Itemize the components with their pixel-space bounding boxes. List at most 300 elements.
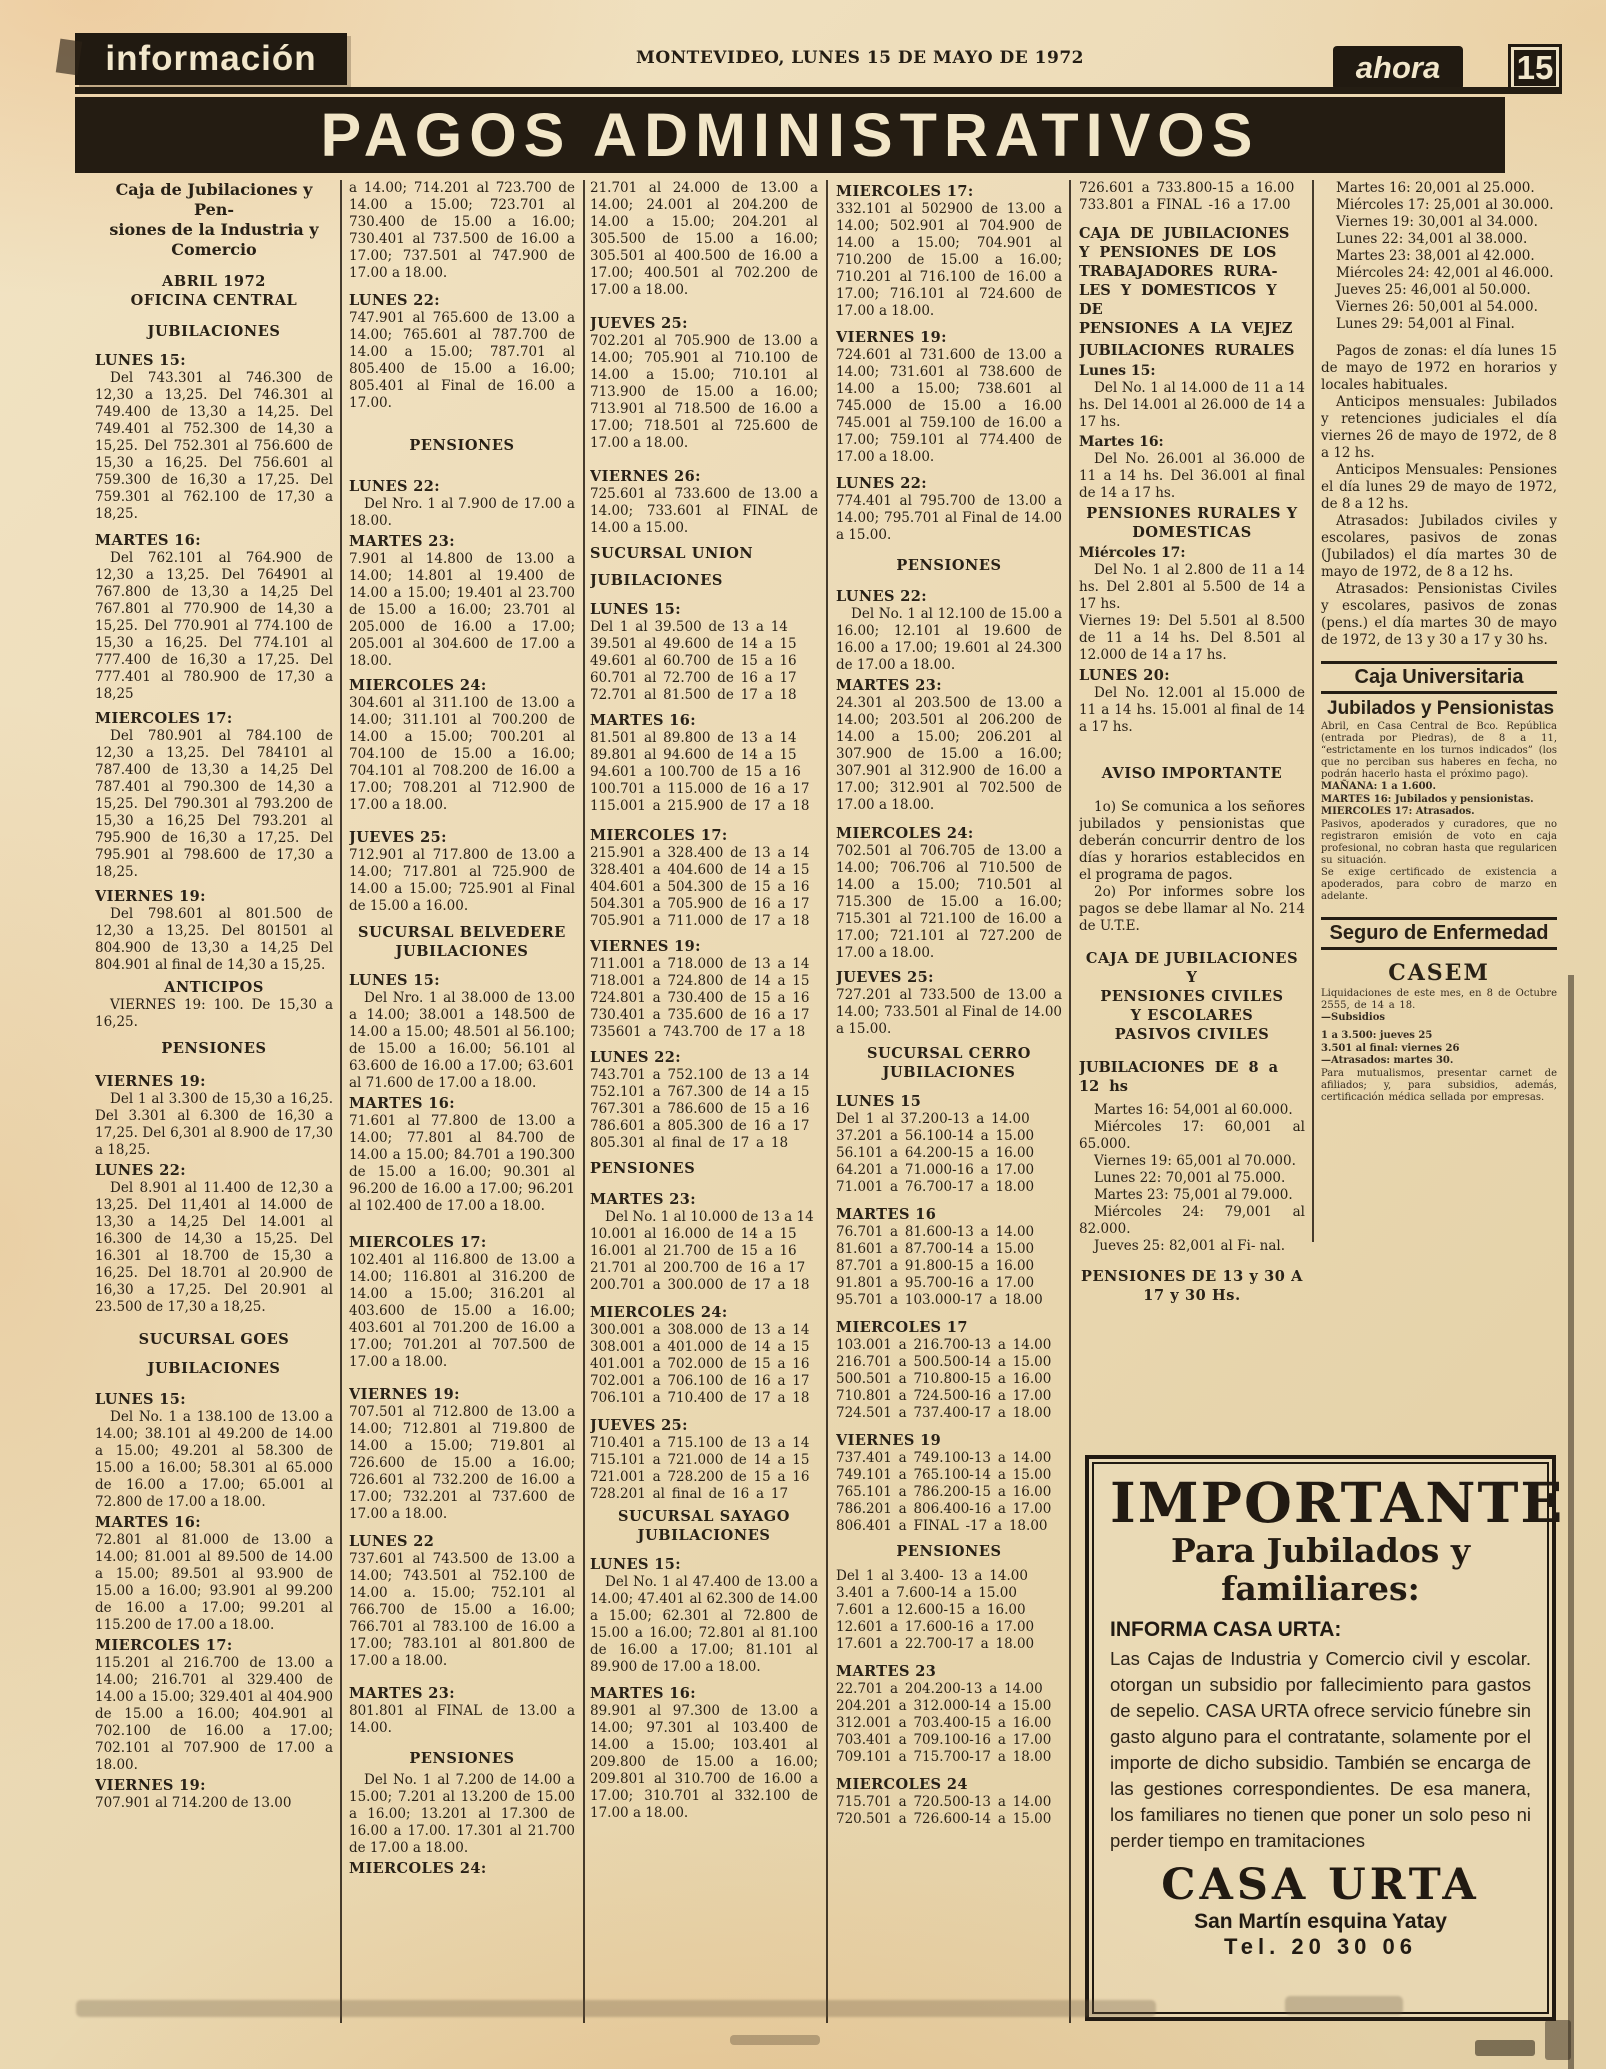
fine-print-line: MIERCOLES 17: Atrasados.	[1321, 806, 1475, 817]
agency-heading-line: TRABAJADORES RURA-	[1079, 263, 1278, 280]
day-heading: LUNES 22:	[836, 588, 928, 605]
schedule-paragraph: 724.601 al 731.600 de 13.00 a 14.00; 731.601 al 738.600 de 14.00 a 15.00; 738.601 al 745.000 de 15.00 a 16.00 745.001 al 759.100 de 16.00 a 17.00; 759.101 al 774.400 de 17.00 a 18.00.	[836, 347, 1062, 465]
day-heading: LUNES 20:	[1079, 667, 1171, 684]
schedule-paragraph: Miércoles 24: 79,001 al 82.000.	[1079, 1204, 1305, 1237]
spacer	[349, 915, 575, 923]
spacer	[836, 1082, 1062, 1090]
schedule-paragraph: Del 8.901 al 11.400 de 12,30 a 13,25. Del 11,401 al 14.000 de 13,30 a 14,25 Del 14.001 al 16.300 de 14,30 a 15,25. Del 16.301 al 18.700 de 15,30 a 16,25. Del 18.701 al 20.900 de 16,30 a 17,25. Del 20.901 al 23.500 de 17,30 a 18,25.	[95, 1180, 333, 1315]
schedule-line: 710.801 a 724.500-16 a 17.00	[836, 1388, 1052, 1404]
casem-title: CASEM	[1388, 959, 1490, 986]
spacer	[1079, 1044, 1305, 1058]
schedule-line: 56.101 a 64.200-15 a 16.00	[836, 1145, 1035, 1161]
day-heading: LUNES 22:	[836, 475, 928, 492]
day-heading: LUNES 22:	[590, 1049, 682, 1066]
spacer	[590, 1041, 818, 1046]
schedule-line: 735601 a 743.700 de 17 a 18	[590, 1024, 806, 1040]
schedule-paragraph: a 14.00; 714.201 al 723.700 de 14.00 a 15.00; 723.701 al 730.400 de 15.00 a 16.00; 730.401 al 737.500 de 16.00 a 17.00; 737.501 al 747.900 de 17.00 a 18.00.	[349, 180, 575, 281]
schedule-line: 786.601 a 805.300 de 16 a 17	[590, 1118, 810, 1134]
schedule-line: 215.901 a 328.400 de 13 a 14	[590, 845, 810, 861]
schedule-line: 404.601 a 504.300 de 15 a 16	[590, 879, 810, 895]
column-divider	[340, 180, 342, 2023]
spacer	[1321, 333, 1557, 343]
fine-print-line: MAÑANA: 1 a 1.600.	[1321, 781, 1436, 792]
agency-title-line: Comercio	[171, 240, 257, 259]
day-heading: MARTES 23	[836, 1663, 937, 1680]
schedule-paragraph: 702.501 al 706.705 de 13.00 a 14.00; 706.706 al 710.500 de 14.00 a 15.00; 710.501 al 715.300 de 15.00 a 16.00; 715.301 al 721.100 de 16.00 a 17.00; 721.101 al 727.200 de 17.00 a 18.00.	[836, 843, 1062, 961]
schedule-paragraph: 89.901 al 97.300 de 13.00 a 14.00; 97.301 al 103.400 de 14.00 a 15.00; 103.401 al 209.800 de 15.00 a 16.00; 209.801 al 310.700 de 16.00 a 17.00; 310.701 al 332.100 de 17.00 a 18.00.	[590, 1703, 818, 1821]
section-heading: ABRIL 1972	[162, 273, 266, 290]
section-heading: SUCURSAL CERRO	[866, 1045, 1032, 1062]
dateline: MONTEVIDEO, LUNES 15 DE MAYO DE 1972	[636, 48, 1084, 68]
spacer	[836, 1561, 1062, 1568]
schedule-line: Del 1 al 39.500 de 13 a 14	[590, 619, 788, 635]
day-heading: Lunes 15:	[1079, 363, 1156, 379]
day-heading: VIERNES 26:	[590, 468, 701, 485]
ad-subtitle-line2: familiares:	[1221, 1569, 1420, 1608]
masthead-logo: información	[75, 33, 347, 85]
schedule-paragraph: Del No. 1 al 7.200 de 14.00 a 15.00; 7.201 al 13.200 de 15.00 a 16.00; 13.201 al 17.300 de 16.00 a 17.00. 17.301 al 21.700 de 17.00 a 18.00.	[349, 1772, 575, 1856]
subsection-title: Jubilados y Pensionistas	[1327, 698, 1555, 719]
ad-inner-frame	[1092, 1462, 1565, 2014]
spacer	[1321, 649, 1557, 655]
schedule-line: Del 1 al 37.200-13 a 14.00	[836, 1111, 1030, 1127]
section-heading: PASIVOS CIVILES	[1114, 1026, 1270, 1043]
schedule-paragraph: Del 743.301 al 746.300 de 12,30 a 13,25. Del 746.301 al 749.400 de 13,30 a 14,25. Del 749.401 al 752.300 de 14,30 a 15,25. Del 752.301 al 756.600 de 15,30 a 16,25. Del 756.601 al 759.300 de 16,30 a 17,25. Del 759.301 al 762.100 de 17,30 a 18,25.	[95, 370, 333, 522]
day-heading: MIERCOLES 24:	[836, 825, 974, 842]
schedule-line: 703.401 a 709.100-16 a 17.00	[836, 1732, 1052, 1748]
schedule-line: 308.001 a 401.000 de 14 a 15	[590, 1339, 810, 1355]
schedule-paragraph: Del No. 1 al 47.400 de 13.00 a 14.00; 47.401 al 62.300 de 14.00 a 15.00; 62.301 al 72.800 de 15.00 a 16.00; 72.801 al 81.100 de 16.00 a 17.00; 81.101 al 89.900 de 17.00 a 18.00.	[590, 1574, 818, 1675]
section-heading: PENSIONES CIVILES	[1100, 988, 1284, 1005]
schedule-line: 72.701 al 81.500 de 17 a 18	[590, 687, 797, 703]
spacer	[95, 341, 333, 349]
agency-heading-line: Y PENSIONES DE LOS	[1079, 244, 1277, 261]
schedule-line: 806.401 a FINAL -17 a 18.00	[836, 1518, 1048, 1534]
page-number: 15	[1508, 44, 1562, 92]
day-heading: VIERNES 19	[836, 1432, 942, 1449]
spacer	[1079, 736, 1305, 764]
day-heading: MIERCOLES 24:	[590, 1304, 728, 1321]
spacer	[836, 320, 1062, 326]
spacer	[349, 1215, 575, 1231]
section-heading: SUCURSAL UNION	[590, 545, 754, 562]
spacer	[590, 1152, 818, 1159]
day-heading: MARTES 16:	[349, 1095, 455, 1112]
spacer	[349, 1737, 575, 1749]
day-heading: LUNES 22:	[95, 1162, 187, 1179]
schedule-line: 705.901 a 711.000 de 17 a 18	[590, 913, 810, 929]
schedule-paragraph: Pagos de zonas: el día lunes 15 de mayo de 1972 en horarios y locales habituales.	[1321, 343, 1557, 393]
spacer	[590, 299, 818, 312]
day-heading: LUNES 15:	[95, 352, 187, 369]
spacer	[836, 1653, 1062, 1660]
section-heading: OFICINA CENTRAL	[130, 292, 298, 309]
section-heading: DOMESTICAS	[1132, 524, 1252, 541]
schedule-line: 300.001 a 308.000 de 13 a 14	[590, 1322, 810, 1338]
schedule-line: 504.301 a 705.900 de 16 a 17	[590, 896, 810, 912]
schedule-line: 87.701 a 91.800-15 a 16.00	[836, 1258, 1035, 1274]
schedule-paragraph: Miércoles 17: 25,001 al 30.000.	[1336, 197, 1554, 213]
agency-title-line: Caja de Jubilaciones y Pen-	[115, 180, 313, 219]
schedule-paragraph: 727.201 al 733.500 de 13.00 a 14.00; 733.501 al Final de 14.00 a 15.00.	[836, 987, 1062, 1037]
spacer	[836, 544, 1062, 556]
day-heading: MARTES 23:	[836, 677, 942, 694]
day-heading: VIERNES 19:	[95, 1777, 206, 1794]
section-heading: PENSIONES	[896, 557, 1002, 574]
schedule-paragraph: Lunes 22: 34,001 al 38.000.	[1336, 231, 1528, 247]
schedule-paragraph: 72.801 al 81.000 de 13.00 a 14.00; 81.001 al 89.500 de 14.00 a 15.00; 89.501 al 93.900 de 15.00 a 16.00; 93.901 al 99.200 de 16.00 a 17.00; 99.201 al 115.200 de 17.00 a 18.00.	[95, 1532, 333, 1633]
day-heading: LUNES 15	[836, 1093, 922, 1110]
spacer	[95, 881, 333, 885]
spacer	[590, 1294, 818, 1301]
schedule-paragraph: Del No. 1 a 138.100 de 13.00 a 14.00; 38.101 al 49.200 de 14.00 a 15.00; 49.201 al 58.300 de 15.00 a 16.00; 58.301 al 65.000 de 16.00 a 17.00; 65.001 al 72.800 de 17.00 a 18.00.	[95, 1409, 333, 1510]
section-heading: PENSIONES	[409, 1750, 515, 1767]
column-3	[590, 180, 818, 2064]
schedule-line: 204.201 a 312.000-14 a 15.00	[836, 1698, 1052, 1714]
spacer	[590, 1545, 818, 1553]
spacer	[590, 1178, 818, 1188]
schedule-paragraph: Del No. 12.001 al 15.000 de 11 a 14 hs. 15.001 al final de 14 a 17 hs.	[1079, 685, 1305, 735]
schedule-paragraph: Atrasados: Pensionistas Civiles y escolares, pasivos de zonas (pens.) el día martes 30 de mayo de 1972, de 13 y 30 a 17 y 30 hs.	[1321, 581, 1557, 648]
ad-subtitle-line1: Para Jubilados y	[1170, 1531, 1471, 1570]
schedule-line: Del 1 al 3.400- 13 a 14.00	[836, 1568, 1028, 1584]
day-heading: LUNES 15:	[590, 601, 682, 618]
day-heading: MIERCOLES 17:	[836, 183, 974, 200]
schedule-paragraph: Martes 16: 20,001 al 25.000.	[1336, 180, 1535, 196]
schedule-paragraph: 707.501 al 712.800 de 13.00 a 14.00; 712.801 al 719.800 de 14.00 a 15.00; 719.801 al 726.600 de 15.00 a 16.00; 726.601 al 732.200 de 16.00 a 17.00; 732.201 al 737.600 de 17.00 a 18.00.	[349, 1404, 575, 1522]
schedule-line: 89.801 al 94.600 de 14 a 15	[590, 747, 797, 763]
schedule-line: 706.101 a 710.400 de 17 a 18	[590, 1390, 810, 1406]
ad-title: IMPORTANTE	[1110, 1470, 1565, 1535]
schedule-paragraph: 115.201 al 216.700 de 13.00 a 14.00; 216.701 al 329.400 de 14.00 a 15.00; 329.401 al 404.900 de 15.00 a 16.00; 404.901 al 702.100 de 16.00 a 17.00; 702.101 al 707.900 de 17.00 a 18.00.	[95, 1655, 333, 1773]
day-heading: LUNES 15:	[95, 1391, 187, 1408]
schedule-paragraph: Atrasados: Jubilados civiles y escolares, pasivos de zonas (Jubilados) el día martes 30 de mayo de 1972, de 8 a 12 hs.	[1321, 513, 1557, 580]
schedule-paragraph: Del No. 1 al 12.100 de 15.00 a 16.00; 12.101 al 19.600 de 16.00 a 17.00; 19.601 al 24.300 de 17.00 a 18.00.	[836, 606, 1062, 673]
day-heading: Martes 16:	[1079, 434, 1164, 450]
section-heading: JUBILACIONES	[147, 323, 281, 340]
scan-mark	[1545, 2020, 1571, 2060]
schedule-line: 76.701 a 81.600-13 a 14.00	[836, 1224, 1035, 1240]
schedule-line: 715.101 a 721.000 de 14 a 15	[590, 1452, 810, 1468]
schedule-paragraph: 24.301 al 203.500 de 13.00 a 14.00; 203.501 al 206.200 de 14.00 a 15.00; 206.201 al 307.900 de 15.00 a 16.00; 307.901 al 312.900 de 16.00 a 17.00; 312.901 al 702.500 de 17.00 a 18.00.	[836, 695, 1062, 813]
schedule-paragraph: Miércoles 17: 60,001 al 65.000.	[1079, 1119, 1305, 1152]
schedule-line: 94.601 a 100.700 de 15 a 16	[590, 764, 801, 780]
day-heading: JUEVES 25:	[349, 829, 447, 846]
schedule-paragraph: Miércoles 24: 42,001 al 46.000.	[1336, 265, 1554, 281]
schedule-line: 39.501 al 49.600 de 14 a 15	[590, 636, 797, 652]
section-heading: PENSIONES	[896, 1543, 1002, 1560]
day-heading: LUNES 22	[349, 1533, 435, 1550]
schedule-paragraph: 1o) Se comunica a los señores jubilados y pensionistas que deberán concurrir dentro de los días y horarios establecidos en el programa de pagos.	[1079, 799, 1305, 883]
schedule-paragraph: 71.601 al 77.800 de 13.00 a 14.00; 77.801 al 84.700 de 14.00 a 15.00; 84.701 a 190.300 de 15.00 a 16.00; 90.301 al 96.200 de 16.00 a 17.00; 96.201 al 102.400 de 17.00 a 18.00.	[349, 1113, 575, 1214]
spacer	[95, 310, 333, 322]
agency-heading-line: LES Y DOMESTICOS Y DE	[1079, 282, 1277, 318]
agency-title-line: siones de la Industria y	[109, 220, 319, 239]
spacer	[1079, 935, 1305, 949]
spacer	[95, 1316, 333, 1330]
fine-print: Para mutualismos, presentar carnet de afiliados; y, para subsidios, además, certificación médica sellada por empresas.	[1321, 1067, 1557, 1103]
schedule-paragraph: 774.401 al 795.700 de 13.00 a 14.00; 795.701 al Final de 14.00 a 15.00.	[836, 493, 1062, 543]
day-heading: MARTES 16:	[95, 1514, 201, 1531]
schedule-paragraph: Del Nro. 1 al 7.900 de 17.00 a 18.00.	[349, 496, 575, 529]
schedule-line: 715.701 a 720.500-13 a 14.00	[836, 1794, 1052, 1810]
day-heading: VIERNES 19:	[95, 1073, 206, 1090]
day-heading: VIERNES 19:	[836, 329, 947, 346]
schedule-line: 743.701 a 752.100 de 13 a 14	[590, 1067, 810, 1083]
spacer	[590, 590, 818, 598]
schedule-line: 216.701 a 500.500-14 a 15.00	[836, 1354, 1052, 1370]
spacer	[836, 466, 1062, 472]
spacer	[349, 412, 575, 436]
spacer	[95, 260, 333, 272]
day-heading: LUNES 15:	[590, 1556, 682, 1573]
schedule-line: 12.601 a 17.600-16 a 17.00	[836, 1619, 1035, 1635]
schedule-paragraph: Viernes 19: 30,001 al 34.000.	[1336, 214, 1538, 230]
day-heading: MIERCOLES 17:	[590, 827, 728, 844]
page-headline-banner: PAGOS ADMINISTRATIVOS	[75, 97, 1505, 173]
schedule-line: 709.101 a 715.700-17 a 18.00	[836, 1749, 1052, 1765]
schedule-line: 720.501 a 726.600-14 a 15.00	[836, 1811, 1052, 1827]
schedule-line: 21.701 al 200.700 de 16 a 17	[590, 1260, 806, 1276]
section-heading: SUCURSAL BELVEDERE	[358, 924, 566, 941]
schedule-paragraph: 304.601 al 311.100 de 13.00 a 14.00; 311.101 al 700.200 de 14.00 a 15.00; 700.201 al 704.100 de 15.00 a 16.00; 704.101 al 708.200 de 16.00 a 17.00; 708.201 al 712.900 de 17.00 a 18.00.	[349, 695, 575, 813]
schedule-line: 100.701 a 115.000 de 16 a 17	[590, 781, 810, 797]
schedule-line: 81.501 al 89.800 de 13 a 14	[590, 730, 797, 746]
fine-print: Abril, en Casa Central de Bco. República (entrada por Piedras), de 8 a 11, “estrictamente en los turnos indicados” (los que no perciban sus haberes en fecha, no podrán hacerlo hasta el próximo pago).	[1321, 721, 1557, 780]
section-heading: JUBILACIONES	[882, 1064, 1016, 1081]
ad-address: San Martín esquina Yatay	[1194, 1910, 1447, 1933]
day-heading: LUNES 15:	[349, 972, 441, 989]
schedule-paragraph: 737.601 al 743.500 de 13.00 a 14.00; 743.501 al 752.100 de 14.00 a. 15.00; 752.101 al 766.700 de 15.00 a 16.00; 766.701 al 783.100 de 16.00 a 17.00; 783.101 al 801.800 de 17.00 a 18.00.	[349, 1551, 575, 1669]
schedule-paragraph: 747.901 al 765.600 de 13.00 a 14.00; 765.601 al 787.700 de 14.00 a 15.00; 787.701 al 805.400 de 15.00 a 16.00; 805.401 al Final de 16.00 a 17.00.	[349, 310, 575, 411]
spacer	[95, 1058, 333, 1070]
column-1	[95, 180, 333, 2064]
scan-smudge	[1285, 1996, 1403, 2015]
schedule-line: 49.601 al 60.700 de 15 a 16	[590, 653, 797, 669]
masthead-rule	[75, 87, 1562, 94]
spacer	[590, 704, 818, 709]
schedule-paragraph: VIERNES 19: 100. De 15,30 a 16,25.	[95, 997, 333, 1030]
schedule-line: 724.801 a 730.400 de 15 a 16	[590, 990, 810, 1006]
schedule-line: 401.001 a 702.000 de 15 a 16	[590, 1356, 810, 1372]
schedule-paragraph: Martes 23: 38,001 al 42.000.	[1336, 248, 1535, 264]
ad-brand-name: CASA URTA	[1161, 1860, 1480, 1910]
schedule-paragraph: Del 1 al 3.300 de 15,30 a 16,25. Del 3.301 al 6.300 de 16,30 a 17,25. Del 6,301 al 8.900 de 17,30 a 18,25.	[95, 1091, 333, 1158]
section-heading: PENSIONES	[161, 1040, 267, 1057]
section-heading: SUCURSAL SAYAGO	[617, 1508, 790, 1525]
day-heading: LUNES 22:	[349, 292, 441, 309]
agency-heading-line: PENSIONES A LA VEJEZ	[1079, 320, 1293, 337]
schedule-line: 60.701 al 72.700 de 16 a 17	[590, 670, 797, 686]
schedule-line: 786.201 a 806.400-16 a 17.00	[836, 1501, 1052, 1517]
spacer	[1321, 903, 1557, 911]
spacer	[836, 1422, 1062, 1429]
schedule-line: 10.001 al 16.000 de 14 a 15	[590, 1226, 797, 1242]
schedule-line: 71.001 a 76.700-17 a 18.00	[836, 1179, 1035, 1195]
spacer	[590, 930, 818, 935]
schedule-line: 81.601 a 87.700-14 a 15.00	[836, 1241, 1035, 1257]
schedule-paragraph: 702.201 al 705.900 de 13.00 a 14.00; 705.901 al 710.100 de 14.00 a 15.00; 710.101 al 713.900 de 15.00 a 16.00; 713.901 al 718.500 de 16.00 a 17.00; 718.501 al 725.600 de 17.00 a 18.00.	[590, 333, 818, 451]
spacer	[1079, 783, 1305, 799]
day-heading: VIERNES 19:	[95, 888, 206, 905]
schedule-paragraph: Viernes 26: 50,001 al 54.000.	[1336, 299, 1538, 315]
schedule-line: 737.401 a 749.100-13 a 14.00	[836, 1450, 1052, 1466]
schedule-paragraph: Anticipos mensuales: Jubilados y retenciones judiciales el día viernes 26 de mayo de 1972, de 8 a 12 hs.	[1321, 394, 1557, 461]
day-heading: Miércoles 17:	[1079, 545, 1186, 561]
spacer	[349, 1371, 575, 1383]
fine-print-line: —Subsidios	[1321, 1011, 1386, 1023]
schedule-paragraph: Jueves 25: 82,001 al Fi- nal.	[1094, 1238, 1286, 1254]
schedule-line: 726.601 a 733.800-15 a 16.00	[1079, 180, 1295, 196]
spacer	[836, 1535, 1062, 1542]
schedule-paragraph: 102.401 al 116.800 de 13.00 a 14.00; 116.801 al 316.200 de 14.00 a 15.00; 316.201 al 403.600 de 15.00 a 16.00; 403.601 al 701.200 de 16.00 a 17.00; 701.201 al 707.500 de 17.00 a 18.00.	[349, 1252, 575, 1370]
section-heading: JUBILACIONES	[395, 943, 529, 960]
section-heading: PENSIONES DE 13 y 30 A	[1081, 1268, 1303, 1285]
section-heading: PENSIONES	[409, 437, 515, 454]
day-heading: MIERCOLES 17	[836, 1319, 968, 1336]
masthead-brand-right: ahora	[1333, 46, 1463, 90]
section-heading: Y ESCOLARES	[1130, 1007, 1254, 1024]
schedule-line: 765.101 a 786.200-15 a 16.00	[836, 1484, 1052, 1500]
schedule-line: 733.801 a FINAL -16 a 17.00	[1079, 197, 1291, 213]
section-heading: SUCURSAL GOES	[138, 1331, 290, 1348]
agency-heading-line: JUBILACIONES RURALES	[1079, 342, 1295, 359]
day-heading: JUEVES 25:	[590, 315, 688, 332]
spacer	[349, 670, 575, 674]
fine-print-line: 3.501 al final: viernes 26	[1321, 1042, 1460, 1054]
spacer	[836, 575, 1062, 585]
day-heading: MIERCOLES 17:	[95, 710, 233, 727]
spacer	[349, 1523, 575, 1530]
day-heading: MIERCOLES 24	[836, 1776, 968, 1793]
spacer	[590, 537, 818, 544]
schedule-line: 95.701 a 103.000-17 a 18.00	[836, 1292, 1043, 1308]
fine-print: Pasivos, apoderados y curadores, que no registraron emisión de voto en caja profesional, no cobran hasta que regularicen su situación.	[1321, 818, 1557, 866]
schedule-paragraph: 21.701 al 24.000 de 13.00 a 14.00; 24.001 al 204.200 de 14.00 a 15.00; 204.201 al 305.500 de 15.00 a 16.00; 305.501 al 400.500 de 16.00 a 17.00; 400.501 al 702.200 de 17.00 a 18.00.	[590, 180, 818, 298]
scan-mark	[1475, 2040, 1535, 2056]
schedule-line: 312.001 a 703.400-15 a 16.00	[836, 1715, 1052, 1731]
day-heading: MARTES 16:	[95, 532, 201, 549]
column-divider	[1069, 180, 1071, 2023]
schedule-line: 7.601 a 12.600-15 a 16.00	[836, 1602, 1026, 1618]
spacer	[95, 1378, 333, 1388]
schedule-paragraph: Del Nro. 1 al 38.000 de 13.00 a 14.00; 38.001 a 148.500 de 14.00 a 15.00; 48.501 al 56.100; de 15.00 a 16.00; 56.101 al 63.600 de 16.00 a 17.00; 63.601 al 71.600 de 17.00 a 18.00.	[349, 990, 575, 1091]
agency-heading-line: CAJA DE JUBILACIONES	[1079, 225, 1290, 242]
day-heading: MARTES 23:	[590, 1191, 696, 1208]
spacer	[95, 703, 333, 707]
day-heading: MARTES 16:	[590, 1685, 696, 1702]
schedule-line: 328.401 a 404.600 de 14 a 15	[590, 862, 810, 878]
schedule-paragraph: Viernes 19: 65,001 al 70.000.	[1094, 1153, 1296, 1169]
day-heading: MARTES 16:	[590, 712, 696, 729]
schedule-paragraph: Lunes 29: 54,001 al Final.	[1336, 316, 1515, 332]
day-heading: MARTES 23:	[349, 1685, 455, 1702]
schedule-line: 702.001 a 706.100 de 16 a 17	[590, 1373, 810, 1389]
spacer	[590, 815, 818, 824]
schedule-line: 16.001 al 21.700 de 15 a 16	[590, 1243, 797, 1259]
day-heading: MARTES 23:	[349, 533, 455, 550]
schedule-line: 752.101 a 767.300 de 14 a 15	[590, 1084, 810, 1100]
schedule-line: 22.701 a 204.200-13 a 14.00	[836, 1681, 1043, 1697]
schedule-paragraph: 332.101 al 502900 de 13.00 a 14.00; 502.901 al 704.900 de 14.00 a 15.00; 704.901 al 710.200 de 15.00 a 16.00; 710.201 al 716.100 de 16.00 a 17.00; 716.101 al 724.600 de 17.00 a 18.00.	[836, 201, 1062, 319]
schedule-paragraph: 707.901 al 714.200 de 13.00	[95, 1795, 292, 1811]
schedule-paragraph: Viernes 19: Del 5.501 al 8.500 de 11 a 14 hs. Del 8.501 al 12.000 de 14 a 17 hs.	[1079, 613, 1305, 663]
schedule-paragraph: Del 780.901 al 784.100 de 12,30 a 13,25. Del 784101 al 787.400 de 13,30 a 14,25 Del 787.401 al 790.300 de 14,30 a 15,25. Del 790.301 al 793.200 de 15,30 a 16,25 Del 793.201 al 795.900 de 16,30 a 17,25. Del 795.901 al 798.600 de 17,30 a 18,25.	[95, 728, 333, 880]
schedule-paragraph: Del 762.101 al 764.900 de 12,30 a 13,25. Del 764901 al 767.800 de 13,30 a 14,25 Del 767.801 al 770.900 de 14,30 a 15,25. Del 770.901 al 774.100 de 15,30 a 16,25. Del 774.101 al 777.400 de 16,30 a 17,25. Del 777.401 al 780.900 de 17,30 a 18,25	[95, 550, 333, 702]
column-4	[836, 180, 1062, 2064]
schedule-line: 500.501 a 710.800-15 a 16.00	[836, 1371, 1052, 1387]
section-heading: PENSIONES	[590, 1160, 696, 1177]
day-heading: JUEVES 25:	[590, 1417, 688, 1434]
section-heading: PENSIONES RURALES Y	[1086, 505, 1298, 522]
agency-heading-line: JUBILACIONES DE 8 a 12 hs	[1079, 1059, 1278, 1095]
schedule-line: 115.001 a 215.900 de 17 a 18	[590, 798, 810, 814]
section-heading: 17 y 30 Hs.	[1143, 1287, 1241, 1304]
schedule-paragraph: 2o) Por informes sobre los pagos se debe llamar al No. 214 de U.T.E.	[1079, 884, 1305, 934]
schedule-paragraph: 712.901 al 717.800 de 13.00 a 14.00; 717.801 al 725.900 de 14.00 a 15.00; 725.901 al Final de 15.00 a 16.00.	[349, 847, 575, 914]
ad-body-text: Las Cajas de Industria y Comercio civil y escolar. otorgan un subsidio por fallecimiento para gastos de sepelio. CASA URTA ofrece servicio fúnebre sin gasto alguno para el contratante, solamente por el importe de dicho subsidio. También se encarga de las gestiones correspondientes. De esa manera, los familiares no tienen que poner un solo peso ni perder tiempo en tramitaciones	[1110, 1648, 1531, 1851]
schedule-paragraph: 7.901 al 14.800 de 13.00 a 14.00; 14.801 al 19.400 de 14.00 a 15.00; 19.401 al 23.700 de 15.00 a 16.00; 23.701 al 205.000 de 16.00 a 17.00; 205.001 al 304.600 de 17.00 a 18.00.	[349, 551, 575, 669]
ad-phone: Tel. 20 30 06	[1223, 1934, 1417, 1959]
section-heading: AVISO IMPORTANTE	[1101, 765, 1283, 782]
spacer	[1079, 214, 1305, 224]
day-heading: VIERNES 19:	[349, 1386, 460, 1403]
schedule-line: 721.001 a 728.200 de 15 a 16	[590, 1469, 810, 1485]
spacer	[590, 563, 818, 571]
fine-print: Se exige certificado de existencia a apoderados, para cobro de marzo en adelante.	[1321, 866, 1557, 902]
schedule-line: 37.201 a 56.100-14 a 15.00	[836, 1128, 1035, 1144]
schedule-paragraph: Del No. 1 al 14.000 de 11 a 14 hs. Del 14.001 al 26.000 de 14 a 17 hs.	[1079, 380, 1305, 430]
scan-line	[1568, 975, 1574, 2069]
schedule-line: 749.101 a 765.100-14 a 15.00	[836, 1467, 1052, 1483]
fine-print-line: MARTES 16: Jubilados y pensionistas.	[1321, 793, 1534, 805]
boxed-section-header: Caja Universitaria	[1321, 661, 1557, 694]
schedule-paragraph: 801.801 al FINAL de 13.00 a 14.00.	[349, 1703, 575, 1736]
fine-print-line: 1 a 3.500: jueves 25	[1321, 1030, 1433, 1041]
ad-informa-heading: INFORMA CASA URTA:	[1110, 1618, 1342, 1641]
schedule-line: 767.301 a 786.600 de 15 a 16	[590, 1101, 810, 1117]
section-heading: JUBILACIONES	[590, 572, 723, 589]
spacer	[95, 523, 333, 529]
column-6	[1321, 180, 1557, 1460]
spacer	[349, 961, 575, 969]
day-heading: JUEVES 25:	[836, 969, 934, 986]
schedule-line: 711.001 a 718.000 de 13 a 14	[590, 956, 810, 972]
boxed-section-header: Seguro de Enfermedad	[1321, 917, 1557, 950]
day-heading: MARTES 16	[836, 1206, 937, 1223]
schedule-paragraph: Del No. 26.001 al 36.000 de 11 a 14 hs. Del 36.001 al final de 14 a 17 hs.	[1079, 451, 1305, 501]
spacer	[836, 962, 1062, 966]
section-heading: JUBILACIONES	[637, 1527, 771, 1544]
spacer	[349, 1670, 575, 1682]
day-heading: MIERCOLES 24:	[349, 677, 487, 694]
section-heading: ANTICIPOS	[164, 979, 264, 996]
schedule-line: 730.401 a 735.600 de 16 a 17	[590, 1007, 810, 1023]
column-2	[349, 180, 575, 2064]
schedule-line: 710.401 a 715.100 de 13 a 14	[590, 1435, 810, 1451]
spacer	[349, 814, 575, 826]
schedule-line: 200.701 a 300.000 de 17 a 18	[590, 1277, 810, 1293]
spacer	[590, 1676, 818, 1682]
fine-print: Liquidaciones de este mes, en 8 de Octubre 2555, de 14 a 18.	[1321, 987, 1557, 1011]
schedule-line: 17.601 a 22.700-17 a 18.00	[836, 1636, 1035, 1652]
schedule-paragraph: Anticipos Mensuales: Pensiones el día lunes 29 de mayo de 1972, de 8 a 12 hs.	[1321, 462, 1557, 512]
spacer	[836, 1196, 1062, 1203]
scan-smudge	[76, 2000, 1156, 2017]
column-divider	[826, 180, 828, 2023]
spacer	[590, 1407, 818, 1414]
spacer	[590, 452, 818, 465]
